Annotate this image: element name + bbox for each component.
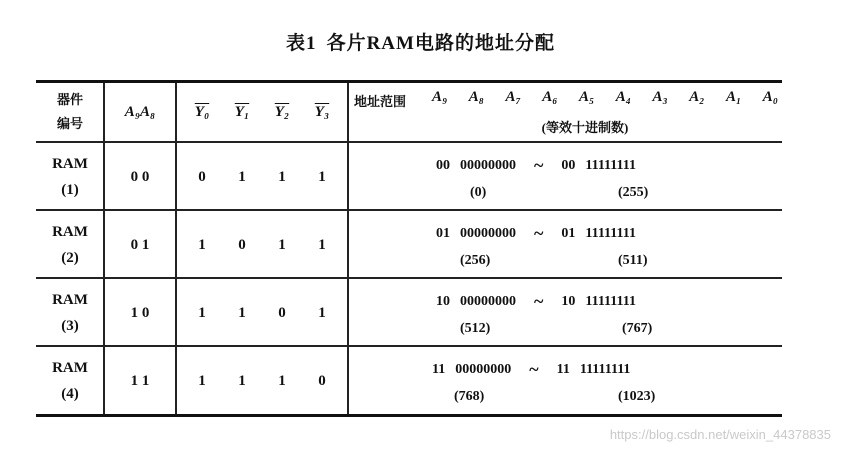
y-values [176, 279, 348, 347]
end-decimal: (1023) [618, 389, 656, 404]
end-low-bits: 11111111 [585, 157, 636, 173]
start-decimal: (256) [460, 253, 491, 268]
range-tilde: ~ [534, 155, 544, 175]
device-name: RAM [52, 156, 88, 172]
header-bit-a2: A₂ [689, 89, 705, 105]
y1-value: 1 [238, 304, 246, 321]
table-row [36, 277, 782, 347]
y0-value: 1 [198, 372, 206, 389]
header-bit-a1: A₁ [726, 89, 742, 105]
start-low-bits: 00000000 [455, 361, 512, 377]
table-row [36, 345, 782, 415]
start-decimal: (512) [460, 321, 491, 336]
y-values [176, 347, 348, 415]
device-cell [36, 211, 104, 279]
start-low-bits: 00000000 [460, 293, 516, 309]
y0-value: 1 [198, 236, 206, 253]
header-y0: Y₀ [194, 103, 210, 120]
header-y1: Y₁ [234, 103, 250, 120]
start-low-bits: 00000000 [460, 157, 516, 173]
address-range-cell [348, 143, 782, 211]
address-range-cell [348, 211, 782, 279]
end-low-bits: 11111111 [579, 361, 631, 377]
y3-value: 0 [318, 372, 326, 389]
caption-title: 各片RAM电路的地址分配 [326, 33, 555, 54]
table-caption [0, 28, 841, 55]
end-high-bits: 11 [556, 361, 570, 377]
device-cell [36, 347, 104, 415]
end-high-bits: 10 [561, 293, 576, 309]
y1-value: 1 [238, 372, 246, 389]
y0-value: 0 [198, 168, 206, 185]
header-address-range [348, 83, 782, 141]
device-index: (2) [61, 250, 79, 266]
device-cell [36, 143, 104, 211]
header-device-number [36, 83, 104, 141]
start-high-bits: 11 [432, 361, 446, 377]
start-high-bits: 00 [436, 157, 450, 173]
a9a8-value: 0 1 [130, 236, 150, 253]
y2-value: 1 [278, 372, 286, 389]
start-high-bits: 10 [436, 293, 450, 309]
header-y-outputs [176, 83, 348, 141]
a9a8-value: 1 0 [130, 304, 150, 321]
device-name: RAM [52, 224, 88, 240]
header-bit-a3: A₃ [652, 89, 668, 105]
address-range-cell [348, 347, 782, 415]
end-decimal: (255) [618, 185, 649, 200]
table-header-row [36, 83, 782, 141]
device-index: (4) [61, 386, 79, 402]
header-a9a8 [104, 83, 176, 141]
header-bit-a4: A₄ [615, 89, 631, 105]
device-name: RAM [52, 292, 88, 308]
start-decimal: (0) [470, 185, 487, 200]
y-values [176, 211, 348, 279]
address-range-cell [348, 279, 782, 347]
header-name-line2: 编号 [56, 116, 83, 131]
end-low-bits: 11111111 [585, 293, 636, 309]
table-row [36, 141, 782, 211]
y2-value: 1 [278, 168, 286, 185]
device-cell [36, 279, 104, 347]
y3-value: 1 [318, 168, 326, 185]
y0-value: 1 [198, 304, 206, 321]
end-low-bits: 11111111 [585, 225, 636, 241]
header-y2: Y₂ [274, 103, 290, 120]
watermark-url: https://blog.csdn.net/weixin_44378835 [609, 427, 831, 442]
header-bit-a6: A₆ [542, 89, 558, 105]
header-bit-a5: A₅ [579, 89, 595, 105]
y-values [176, 143, 348, 211]
header-bit-a8: A₈ [468, 89, 484, 105]
y2-value: 0 [278, 304, 286, 321]
end-decimal: (767) [622, 321, 653, 336]
a9a8-value: 1 1 [130, 372, 150, 389]
device-name: RAM [52, 360, 88, 376]
a9a8-value: 0 0 [130, 168, 150, 185]
header-decimal-note: (等效十进制数) [541, 120, 629, 135]
y1-value: 1 [238, 168, 246, 185]
header-bit-a0: A₀ [762, 89, 778, 105]
header-bit-a7: A₇ [505, 89, 521, 105]
header-address-bits [432, 89, 778, 106]
end-high-bits: 01 [561, 225, 576, 241]
table-row [36, 209, 782, 279]
y3-value: 1 [318, 236, 326, 253]
device-index: (1) [61, 182, 79, 198]
header-y3: Y₃ [314, 103, 330, 120]
start-decimal: (768) [454, 389, 485, 404]
range-tilde: ~ [534, 223, 544, 243]
header-name-line1: 器件 [56, 92, 83, 107]
start-low-bits: 00000000 [460, 225, 516, 241]
y3-value: 1 [318, 304, 326, 321]
end-decimal: (511) [618, 253, 648, 268]
header-a9a8-label: A₉A₈ [124, 103, 156, 120]
header-bit-a9: A₉ [432, 89, 448, 105]
y1-value: 0 [238, 236, 246, 253]
end-high-bits: 00 [561, 157, 576, 173]
range-tilde: ~ [529, 359, 539, 379]
y2-value: 1 [278, 236, 286, 253]
device-index: (3) [61, 318, 79, 334]
header-address-title: 地址范围 [354, 94, 407, 109]
range-tilde: ~ [534, 291, 544, 311]
table-bottom-rule [36, 414, 782, 417]
caption-label: 表1 [286, 33, 317, 54]
start-high-bits: 01 [436, 225, 450, 241]
